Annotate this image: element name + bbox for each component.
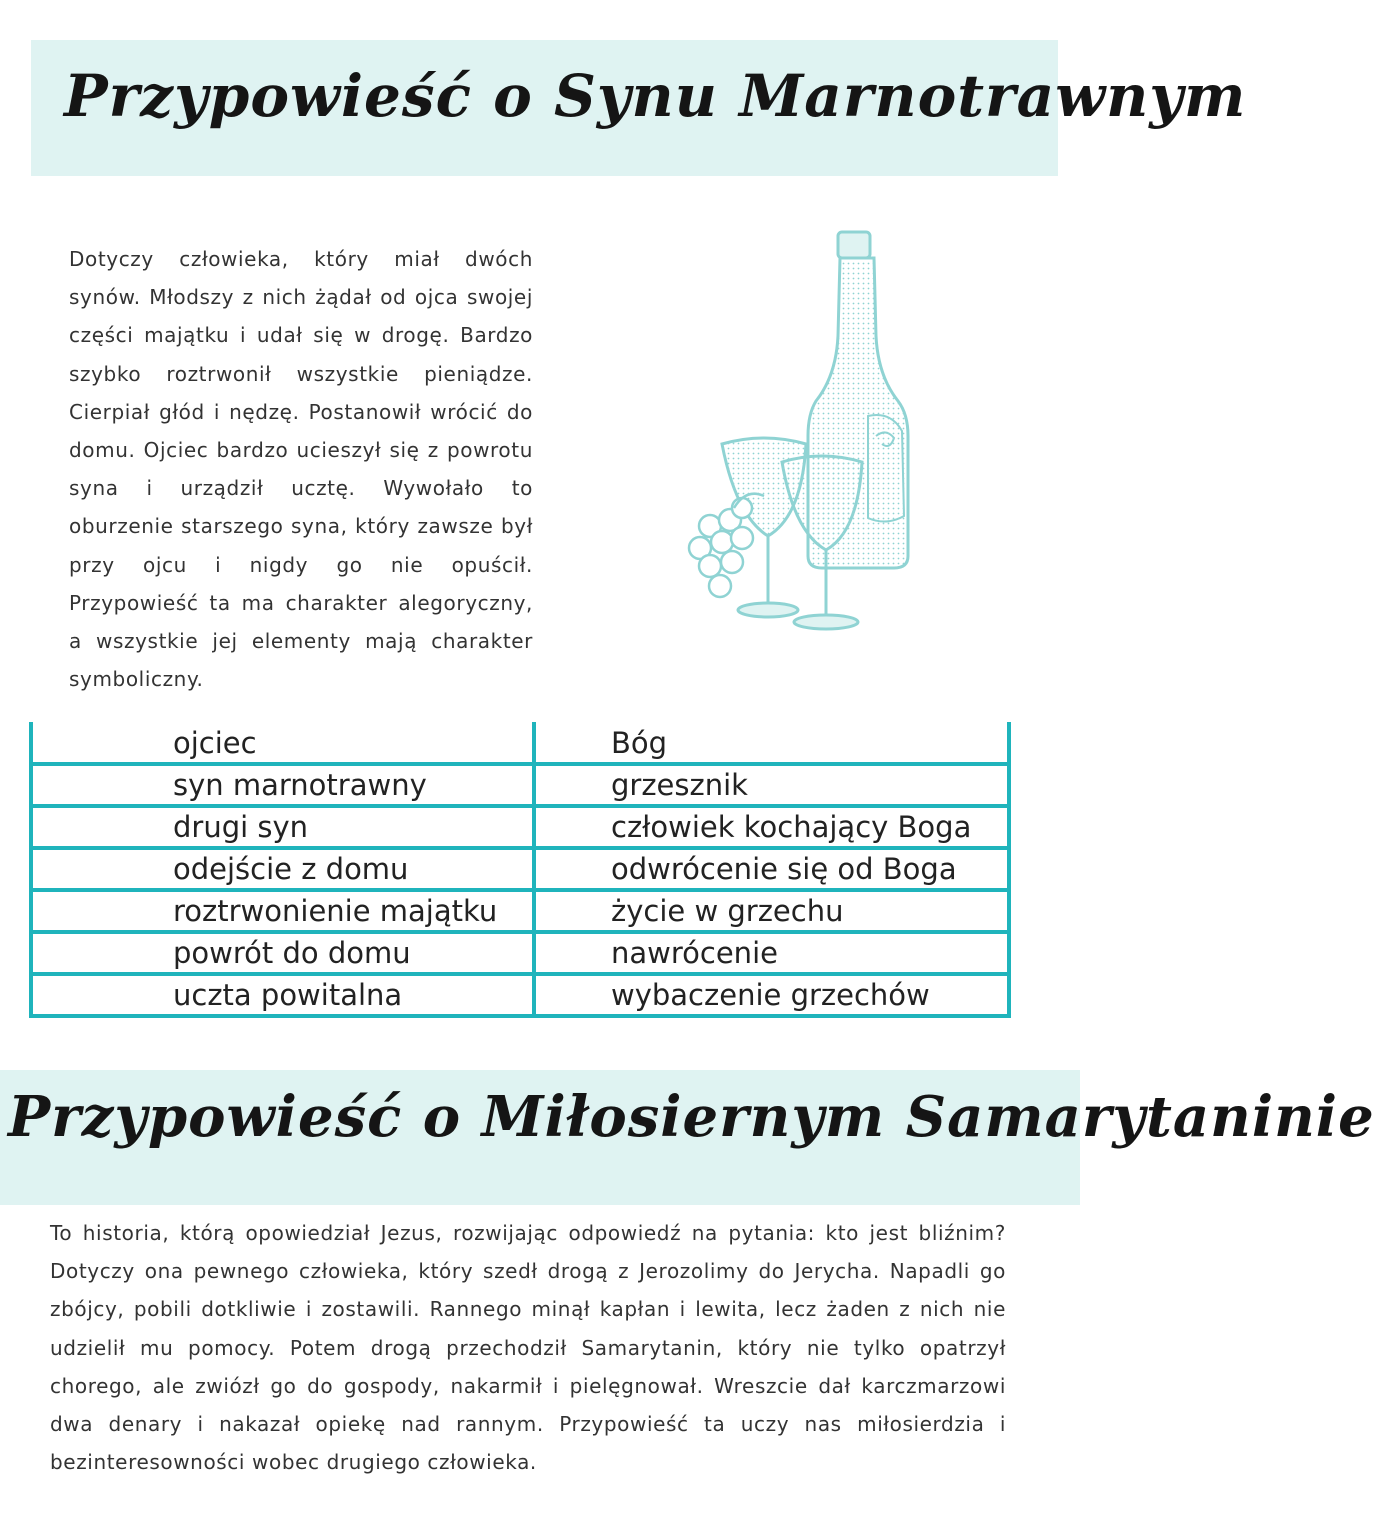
table-cell-element: uczta powitalna [173,978,403,1012]
table-row [33,932,1007,974]
table-row [33,848,1007,890]
table-cell-meaning: odwrócenie się od Boga [611,852,957,886]
table-cell-meaning: nawrócenie [611,936,778,970]
table-row [33,890,1007,932]
table-row [33,764,1007,806]
section1-title: Przypowieść o Synu Marnotrawnym [64,62,1247,130]
table-cell-meaning: człowiek kochający Boga [611,810,972,844]
table-cell-meaning: wybaczenie grzechów [611,978,930,1012]
table-cell-meaning: życie w grzechu [611,894,844,928]
table-cell-meaning: Bóg [611,726,668,760]
table-cell-element: powrót do domu [173,936,411,970]
symbols-table [29,722,1011,1018]
table-cell-element: syn marnotrawny [173,768,427,802]
table-cell-meaning: grzesznik [611,768,748,802]
wine-bottle-glasses-grapes-icon [676,226,916,636]
table-row [33,722,1007,764]
table-row [33,806,1007,848]
section2-title: Przypowieść o Miłosiernym Samarytaninie [8,1084,1375,1150]
table-cell-element: roztrwonienie majątku [173,894,498,928]
table-cell-element: odejście z domu [173,852,409,886]
section1-paragraph: Dotyczy człowieka, który miał dwóch synów. Młodszy z nich żądał od ojca swojej części majątku i udał się w drogę. Bardzo szybko roztrwonił wszystkie pieniądze. Cierpiał głód i nędzę. Postanowił wrócić do domu. Ojciec bardzo ucieszył się z powrotu syna i urządził ucztę. Wywołało to oburzenie starszego syna, który zawsze był przy ojcu i nigdy go nie opuścił. Przypowieść ta ma charakter alegoryczny, a wszystkie jej elementy mają charakter symboliczny. [69,247,533,692]
table-cell-element: ojciec [173,726,257,760]
table-cell-element: drugi syn [173,810,309,844]
section2-paragraph: To historia, którą opowiedział Jezus, rozwijając odpowiedź na pytania: kto jest bliźnim? Dotyczy ona pewnego człowieka, który szedł drogą z Jerozolimy do Jerycha. Napadli go zbójcy, pobili dotkliwie i zostawili. Rannego minął kapłan i lewita, lecz żaden z nich nie udzielił mu pomocy. Potem drogą przechodził Samarytanin, który nie tylko opatrzył chorego, ale zwiózł go do gospody, nakarmił i pielęgnował. Wreszcie dał karczmarzowi dwa denary i nakazał opiekę nad rannym. Przypowieść ta uczy nas miłosierdzia i bezinteresowności wobec drugiego człowieka. [50,1221,1006,1475]
table-row [33,974,1007,1016]
